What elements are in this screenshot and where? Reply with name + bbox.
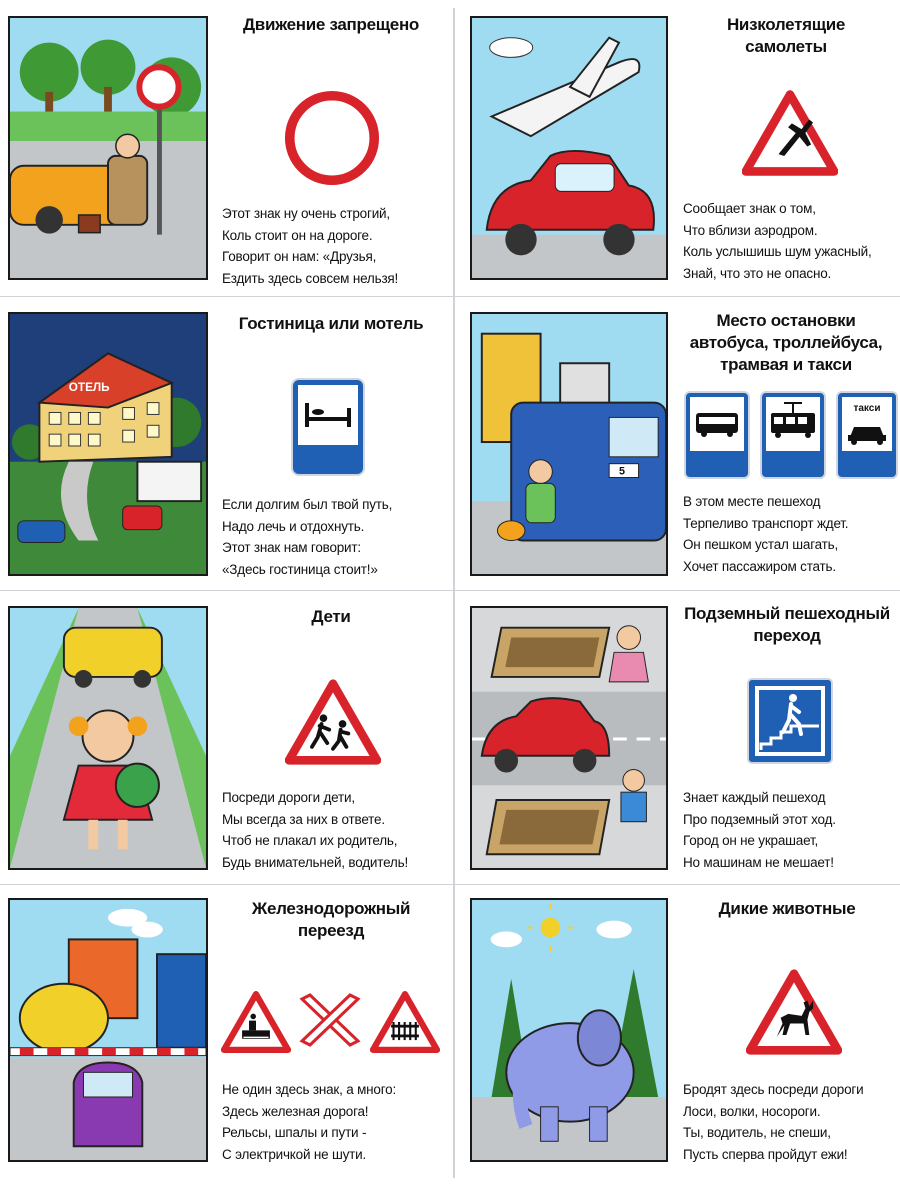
vertical-divider — [453, 8, 455, 1178]
picture-pedestrian-road — [8, 16, 208, 280]
card-2-poem: Сообщает знак о том, Что вблизи аэродром. Коль услышишь шум ужасный, Знай, что это не опасно. — [683, 201, 872, 281]
picture-underground-crossing — [470, 606, 668, 870]
picture-hotel — [8, 312, 208, 576]
row-divider-1 — [0, 296, 900, 297]
card-8-title: Дикие животные — [718, 899, 856, 918]
children-crossing-sign — [285, 678, 381, 766]
card-4-poem: В этом месте пешеход Терпеливо транспорт ждет. Он пешком устал шагать, Хочет пассажиром стать. — [683, 494, 849, 574]
tram-stop-sign — [760, 391, 826, 479]
picture-railway-crossing — [8, 898, 208, 1162]
card-1-poem: Этот знак ну очень строгий, Коль стоит он на дороге. Говорит он нам: «Друзья, Ездить здесь совсем нельзя! — [222, 206, 399, 286]
card-4-title: Место остановки автобуса, троллейбуса, трамвая и такси — [689, 311, 883, 374]
taxi-label: такси — [853, 403, 881, 414]
no-entry-circle-sign — [284, 90, 380, 186]
card-7-title: Железнодорожный переезд — [251, 899, 411, 940]
card-1-title: Движение запрещено — [242, 15, 420, 34]
row-divider-2 — [0, 590, 900, 591]
card-5-title: Дети — [311, 607, 351, 626]
card-6-title: Подземный пешеходный переход — [684, 604, 890, 645]
st-andrews-cross-sign — [298, 993, 362, 1049]
picture-elephant-forest — [470, 898, 668, 1162]
picture-bus-stop — [470, 312, 668, 576]
underground-crossing-sign — [747, 678, 833, 764]
row-divider-3 — [0, 884, 900, 885]
card-5-poem: Посреди дороги дети, Мы всегда за них в ответе. Чтоб не плакал их родитель, Будь внимательней, водитель! — [222, 790, 408, 870]
low-flying-aircraft-sign — [742, 88, 838, 178]
crossing-without-barrier-sign — [370, 990, 440, 1054]
crossing-with-barrier-sign — [221, 990, 291, 1054]
wild-animals-sign — [746, 968, 842, 1056]
hotel-picture-sign: ОТЕЛЬ — [68, 380, 110, 394]
card-2-title: Низколетящие самолеты — [726, 15, 846, 56]
bus-route-number: 5 — [618, 465, 625, 478]
bus-stop-sign — [684, 391, 750, 479]
picture-child-road — [8, 606, 208, 870]
card-3-title: Гостиница или мотель — [238, 314, 424, 333]
card-6-poem: Знает каждый пешеход Про подземный этот ход. Город он не украшает, Но машинам не мешает! — [683, 790, 836, 870]
picture-airplane-car — [470, 16, 668, 280]
card-3-poem: Если долгим был твой путь, Надо лечь и отдохнуть. Этот знак нам говорит: «Здесь гостиница стоит!» — [222, 497, 393, 577]
card-7-poem: Не один здесь знак, а много: Здесь железная дорога! Рельсы, шпалы и пути - С электричкой не шути. — [222, 1082, 397, 1162]
hotel-bed-sign — [291, 378, 365, 476]
card-8-poem: Бродят здесь посреди дороги Лоси, волки, носороги. Ты, водитель, не спеши, Пусть сперва пройдут ежи! — [683, 1082, 864, 1162]
taxi-stop-sign — [836, 391, 898, 479]
